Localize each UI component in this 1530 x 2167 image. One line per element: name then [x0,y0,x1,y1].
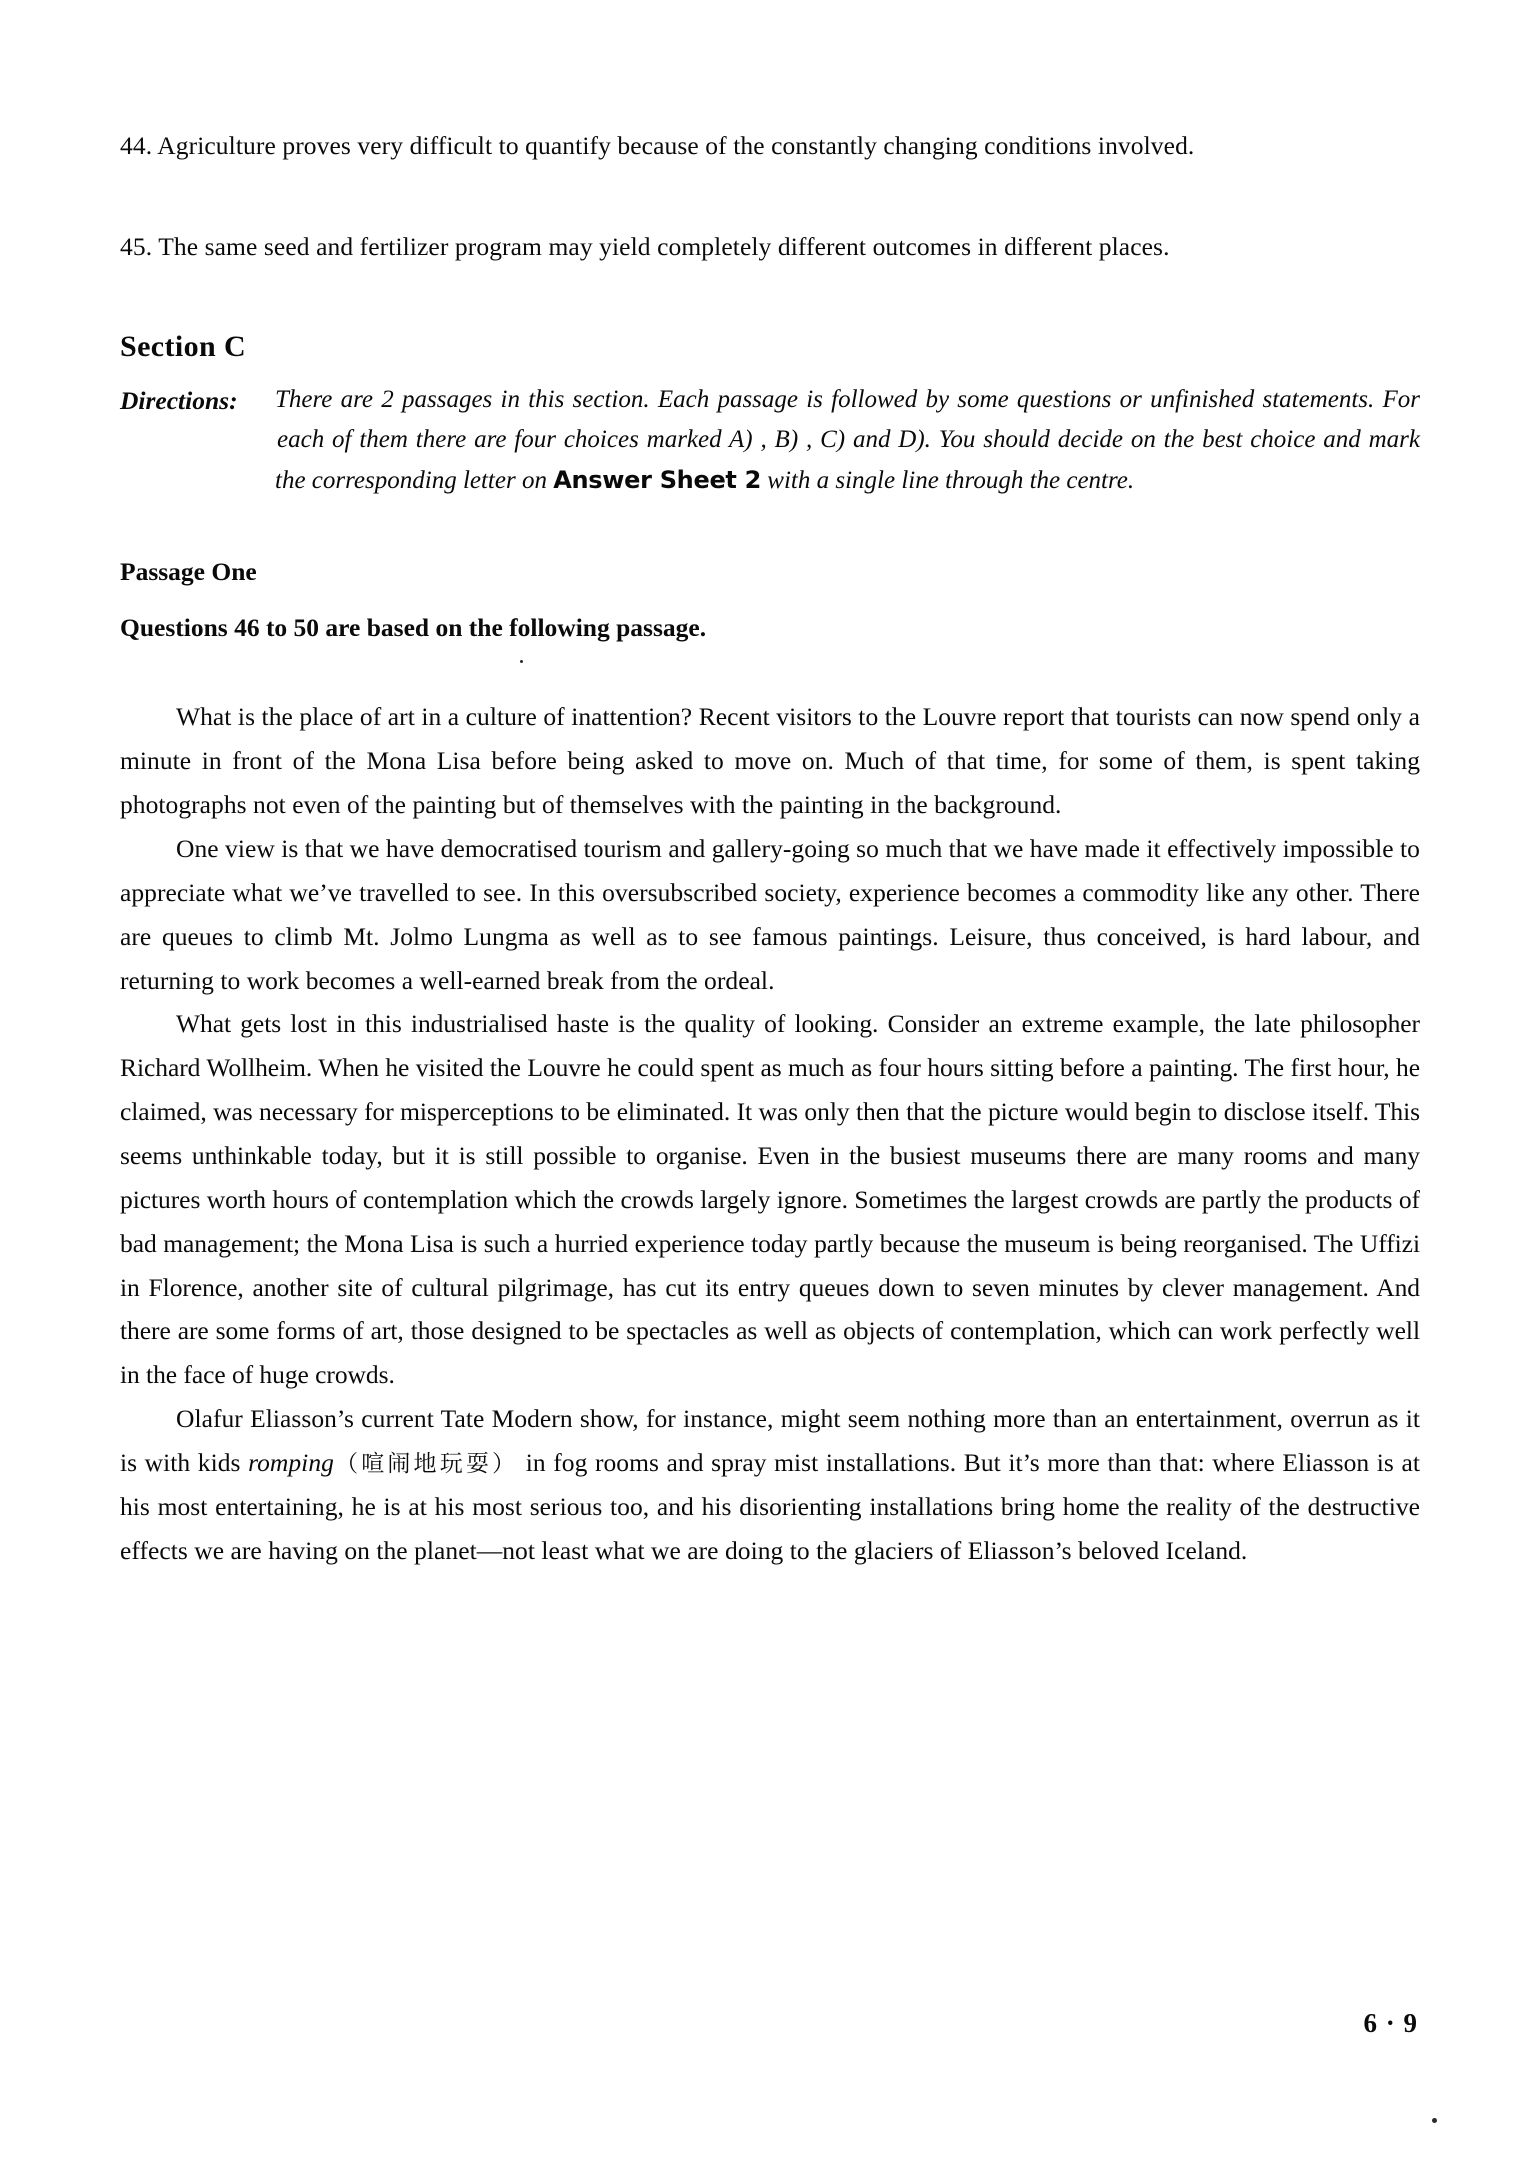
directions-text-tail: with a single line through the centre. [761,466,1135,494]
passage-paragraph-2: One view is that we have democratised tourism and gallery-going so much that we have made it effectively impossible to appreciate what we’ve travelled to see. In this oversubscribed society, experience becomes a commodity like any other. There are queues to climb Mt. Jolmo Lungma as well as to see famous paintings. Leisure, thus conceived, is hard labour, and returning to work becomes a well-earned break from the ordeal. [120,834,1420,995]
gloss-chinese: （喧闹地玩耍） [333,1451,519,1478]
passage-title: Passage One [120,557,257,587]
passage-paragraph-4 [120,1397,1420,1572]
page-content [120,128,1420,1573]
final-paragraph-tail: in fog rooms and spray mist installations. But it’s more than that: where Eliasson is at his most entertaining, he is at his most serious too, and his disorienting installations bring home the reality of the destructive effects we are having on the planet—not least what we are doing to the glaciers of Eliasson’s beloved Iceland. [120,1448,1420,1565]
directions-text: Directions: There are 2 passages in this section. Each passage is followed by some questions or unfinished statements. For each of them there are four choices marked A) , B) , C) and D). You should decide on the best choice and mark the corresponding letter on Answer Sheet 2 with a single line through the centre. [120,385,1420,494]
directions-block [120,380,1420,502]
gloss-term-italic: romping [248,1448,334,1478]
scan-speck-lower [1432,2118,1437,2123]
page-number: 6 · 9 [1363,2008,1418,2038]
final-paragraph-lead: Olafur Eliasson’s current Tate Modern show, for instance, might seem nothing more than an entertainment, overrun as it is with kids [120,1404,1420,1478]
passage-paragraph-3: What gets lost in this industrialised haste is the quality of looking. Consider an extreme example, the late philosopher Richard Wollheim. When he visited the Louvre he could spent as much as four hours sitting before a painting. The first hour, he claimed, was necessary for misperceptions to be eliminated. It was only then that the picture would begin to disclose itself. This seems unthinkable today, but it is still possible to organise. Even in the busiest museums there are many rooms and many pictures worth hours of contemplation which the crowds largely ignore. Sometimes the largest crowds are partly the products of bad management; the Mona Lisa is such a hurried experience today partly because the museum is being reorganised. The Uffizi in Florence, another site of cultural pilgrimage, has cut its entry queues down to seven minutes by clever management. And there are some forms of art, those designed to be spectacles as well as objects of contemplation, which can work perfectly well in the face of huge crowds. [120,1009,1420,1390]
questions-range-line: Questions 46 to 50 are based on the following passage. [120,613,707,643]
scan-speck-upper [520,660,523,663]
directions-text-lead: There are 2 passages in this section. Each passage is followed by some questions or unfinished statements. For each of them there are four choices marked A) , B) , C) and D). You should decide on the best choice and mark the corresponding letter on [275,385,1420,494]
section-heading: Section C [120,329,247,363]
statement-45: 45. The same seed and fertilizer program may yield completely different outcomes in different places. [120,231,1170,261]
passage-body [120,695,1420,1572]
answer-sheet-emphasis: Answer Sheet 2 [553,465,762,494]
passage-paragraph-1: What is the place of art in a culture of inattention? Recent visitors to the Louvre report that tourists can now spend only a minute in front of the Mona Lisa before being asked to move on. Much of that time, for some of them, is spent taking photographs not even of the painting but of themselves with the painting in the background. [120,702,1420,820]
statement-44: 44. Agriculture proves very difficult to quantify because of the constantly changing conditions involved. [120,131,1195,160]
